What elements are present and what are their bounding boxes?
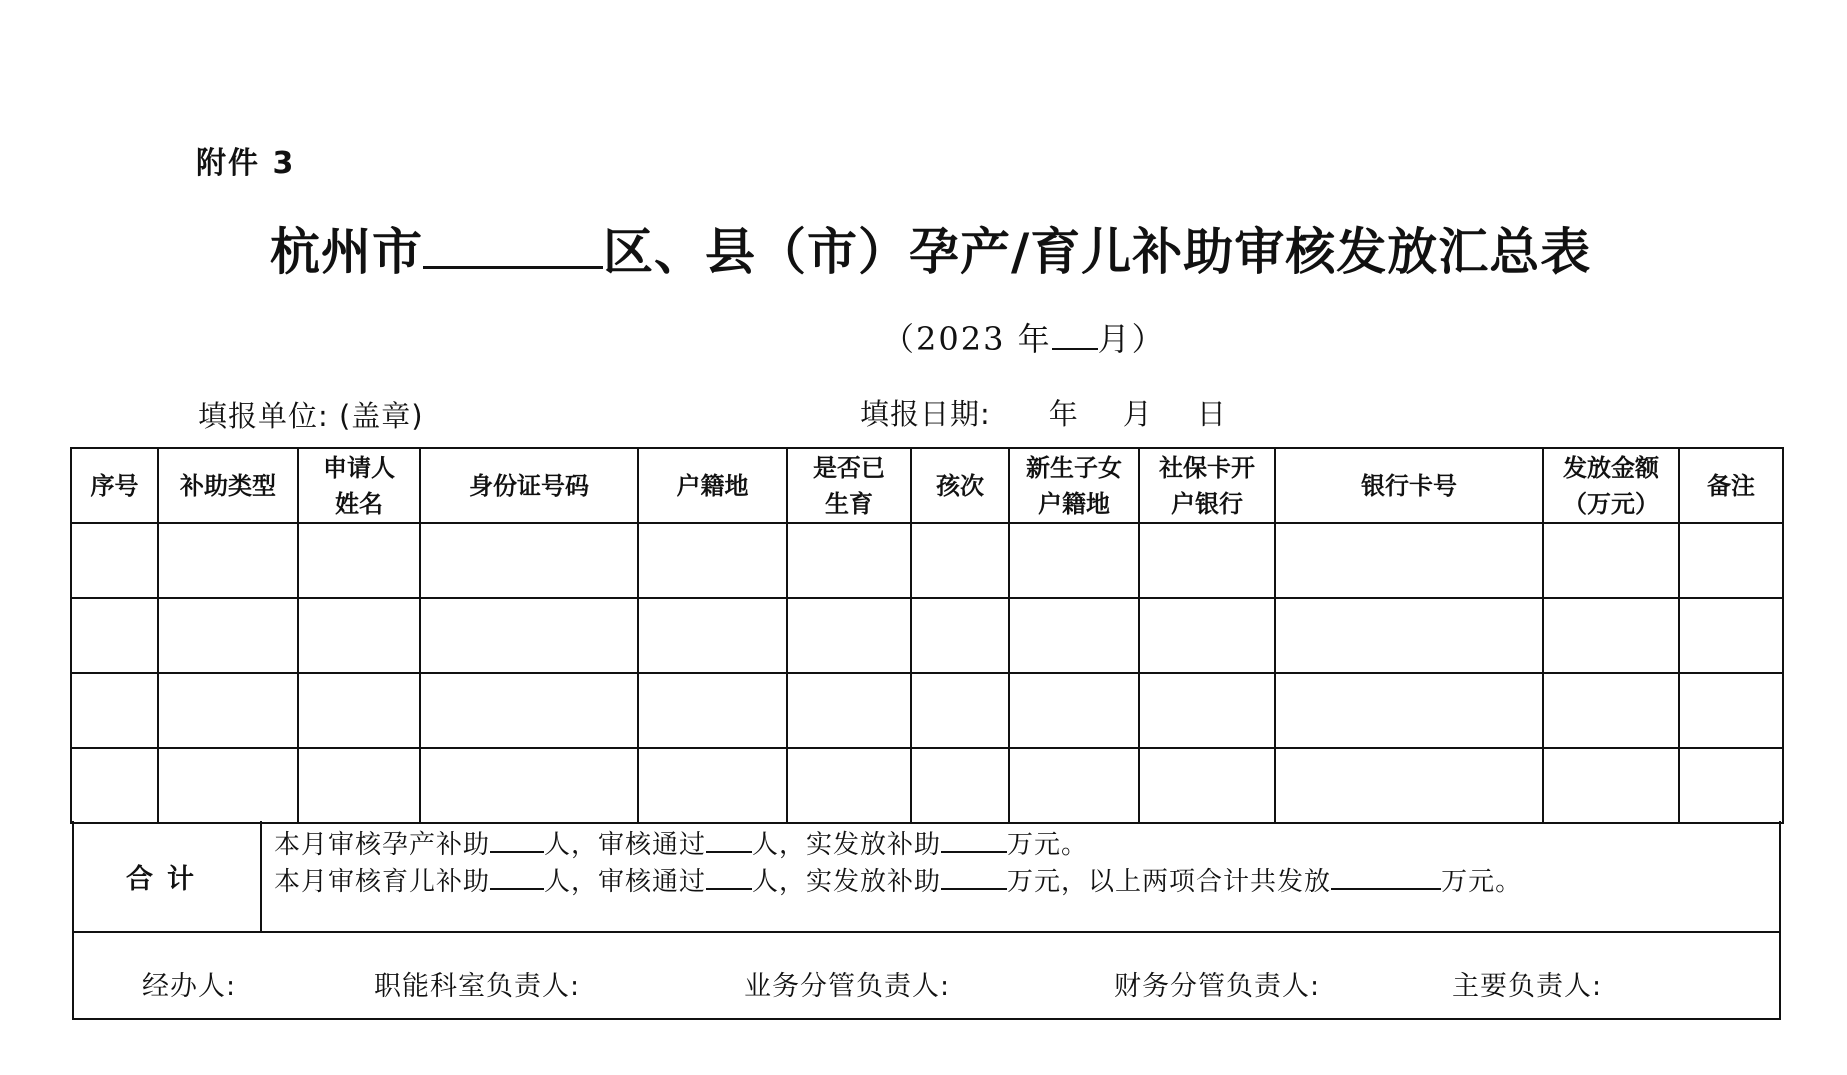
table-cell [1543, 673, 1679, 748]
district-blank [423, 226, 603, 269]
table-cell [638, 598, 787, 673]
table-cell [1139, 748, 1275, 823]
table-cell [298, 748, 420, 823]
table-cell [1679, 748, 1783, 823]
attachment-label: 附件 3 [196, 146, 296, 181]
report-period [882, 314, 1166, 360]
column-header-line1: 户籍地 [676, 471, 749, 500]
table-cell [638, 523, 787, 598]
table-cell [298, 523, 420, 598]
table-cell [1139, 673, 1275, 748]
table-cell [1679, 523, 1783, 598]
table-cell [298, 673, 420, 748]
column-header [158, 448, 298, 523]
column-header-line2: 户银行 [1171, 489, 1243, 518]
table-cell [1275, 523, 1543, 598]
table-cell [158, 523, 298, 598]
column-header-line1: 银行卡号 [1361, 471, 1457, 500]
table-cell [1009, 673, 1139, 748]
table-cell [1139, 598, 1275, 673]
total-line1-c: 人，实发放补助 [752, 830, 942, 860]
table-cell [1275, 673, 1543, 748]
table-cell [638, 748, 787, 823]
period-open: （2023 年 [882, 320, 1052, 358]
table-cell [911, 748, 1009, 823]
signature-business-head: 业务分管负责人: [744, 971, 951, 1002]
table-cell [71, 523, 158, 598]
column-header-line1: 身份证号码 [469, 471, 589, 500]
total-line-1 [274, 827, 1522, 864]
table-cell [911, 673, 1009, 748]
table-cell [1543, 598, 1679, 673]
total-line2-c: 人，实发放补助 [752, 867, 942, 897]
title-prefix: 杭州市 [270, 223, 423, 281]
total-text [274, 827, 1522, 901]
table-cell [158, 748, 298, 823]
table-cell [1139, 523, 1275, 598]
column-header-line1: 备注 [1707, 471, 1755, 500]
fill-date [860, 392, 1227, 433]
column-header-line1: 社保卡开 [1159, 453, 1255, 482]
table-cell [158, 598, 298, 673]
column-header [1009, 448, 1139, 523]
table-cell [787, 748, 911, 823]
signature-handler: 经办人: [142, 971, 237, 1002]
column-header-line1: 发放金额 [1563, 453, 1659, 482]
table-cell [1009, 598, 1139, 673]
total-line2-d: 万元，以上两项合计共发放 [1007, 867, 1332, 897]
table-header-row [71, 448, 1783, 523]
column-header [787, 448, 911, 523]
table-cell [1543, 748, 1679, 823]
total-line2-b: 人，审核通过 [544, 867, 707, 897]
table-cell [298, 598, 420, 673]
table-cell [911, 523, 1009, 598]
summary-table [70, 447, 1784, 824]
table-cell [158, 673, 298, 748]
signature-chief: 主要负责人: [1452, 971, 1603, 1002]
table-cell [1679, 673, 1783, 748]
table-cell [420, 598, 638, 673]
table-cell [1275, 598, 1543, 673]
column-header [1679, 448, 1783, 523]
column-header-line2: 户籍地 [1038, 489, 1110, 518]
fill-date-label: 填报日期: [860, 397, 991, 431]
table-row [71, 523, 1783, 598]
total-line2-e: 万元。 [1441, 867, 1523, 897]
column-header-line2: （万元） [1563, 489, 1659, 518]
column-header-line2: 生育 [825, 489, 873, 518]
fill-date-month: 月 [1122, 397, 1153, 431]
table-cell [1009, 523, 1139, 598]
column-header-line1: 新生子女 [1026, 453, 1122, 482]
total-line-2 [274, 864, 1522, 901]
total-section [72, 821, 1781, 1020]
table-cell [787, 598, 911, 673]
table-cell [787, 523, 911, 598]
column-header-line1: 申请人 [323, 453, 395, 482]
column-header [638, 448, 787, 523]
column-header-line1: 是否已 [813, 453, 885, 482]
column-header [1139, 448, 1275, 523]
table-cell [638, 673, 787, 748]
title-suffix: 区、县（市）孕产/育儿补助审核发放汇总表 [603, 223, 1592, 281]
table-cell [1009, 748, 1139, 823]
table-cell [1679, 598, 1783, 673]
fill-unit: 填报单位: (盖章) [198, 399, 424, 433]
column-header [298, 448, 420, 523]
signature-dept-head: 职能科室负责人: [374, 971, 581, 1002]
table-row [71, 748, 1783, 823]
month-blank [1052, 322, 1098, 350]
table-cell [71, 598, 158, 673]
table-cell [420, 673, 638, 748]
fill-date-day: 日 [1196, 397, 1227, 431]
table-cell [71, 673, 158, 748]
section-divider [74, 931, 1779, 933]
table-cell [71, 748, 158, 823]
page-title [270, 212, 1591, 284]
total-line2-a: 本月审核育儿补助 [274, 867, 491, 897]
table-cell [1543, 523, 1679, 598]
column-header [420, 448, 638, 523]
table-row [71, 673, 1783, 748]
total-label: 合计 [74, 821, 262, 931]
signature-finance-head: 财务分管负责人: [1114, 971, 1321, 1002]
total-line1-a: 本月审核孕产补助 [274, 830, 491, 860]
table-cell [420, 748, 638, 823]
total-line1-b: 人，审核通过 [544, 830, 707, 860]
table-row [71, 598, 1783, 673]
column-header [911, 448, 1009, 523]
table-cell [1275, 748, 1543, 823]
column-header-line2: 姓名 [335, 489, 383, 518]
table-cell [420, 523, 638, 598]
column-header [1543, 448, 1679, 523]
table-cell [911, 598, 1009, 673]
column-header-line1: 孩次 [936, 471, 984, 500]
period-close: 月） [1097, 320, 1166, 358]
fill-date-year: 年 [1048, 397, 1079, 431]
table-cell [787, 673, 911, 748]
total-line1-d: 万元。 [1007, 830, 1089, 860]
column-header-line1: 序号 [90, 471, 139, 500]
column-header-line1: 补助类型 [180, 471, 276, 500]
column-header [1275, 448, 1543, 523]
column-header [71, 448, 158, 523]
